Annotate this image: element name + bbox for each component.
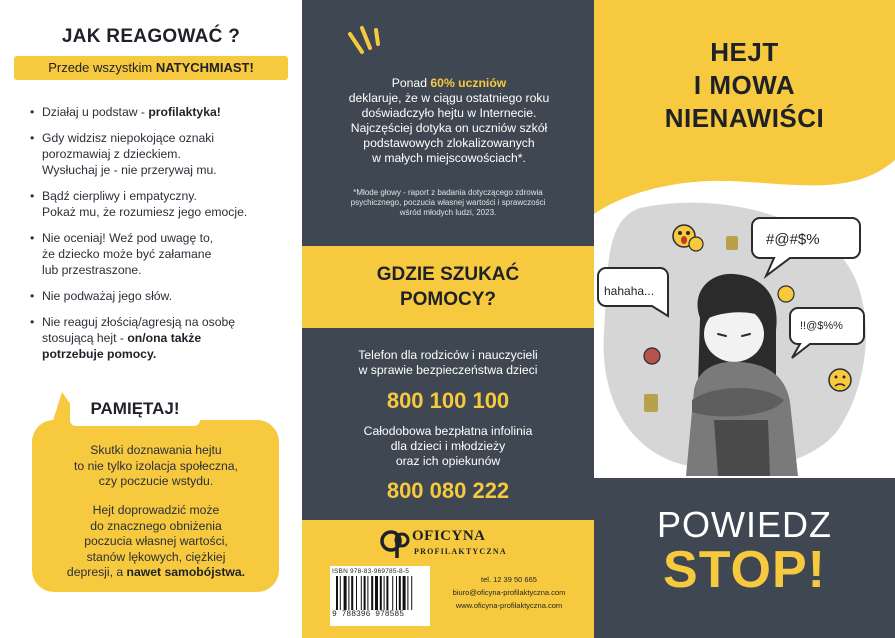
girl-legs — [714, 420, 770, 476]
cover-title — [594, 36, 895, 135]
bubble-swear-top-text: #@#$% — [766, 231, 820, 248]
contact-email[interactable]: biuro@oficyna-profilaktyczna.com — [452, 588, 566, 597]
stop-heading: STOP! — [663, 541, 826, 599]
advice-text: Nie reaguj złością/agresją na osobę — [42, 315, 236, 329]
advice-text: Nie oceniaj! Weź pod uwagę to, — [42, 231, 214, 245]
advice-text: lub przestraszone. — [42, 263, 142, 277]
phone1-number[interactable]: 800 100 100 — [386, 388, 510, 413]
text-line: wśród młodych ludzi, 2023. — [399, 208, 497, 217]
statistic-text — [318, 76, 580, 166]
list-item — [30, 314, 288, 362]
isbn-text: ISBN 978-83-969785-8-5 — [332, 568, 410, 575]
text-line: Najczęściej dotyka on uczniów szkół — [350, 121, 548, 135]
text-line: Całodobowa bezpłatna infolinia — [363, 424, 533, 438]
contact-phone[interactable]: tel. 12 39 50 665 — [481, 575, 537, 584]
publisher-name: OFICYNA — [412, 528, 486, 544]
say-heading: POWIEDZ — [657, 504, 832, 545]
right-panel — [594, 0, 895, 638]
advice-text: Działaj u podstaw - — [42, 105, 149, 119]
sad-emoji-icon — [829, 369, 851, 391]
advice-text: Wysłuchaj je - nie przerywaj mu. — [42, 163, 217, 177]
phone2-description — [318, 424, 578, 469]
text-line: oraz ich opiekunów — [395, 454, 501, 468]
text-line: NIENAWIŚCI — [664, 103, 825, 133]
text-line: POMOCY? — [399, 289, 497, 310]
text-line: psychicznego, poczucia własnej wartości i sprawczości — [350, 198, 546, 207]
where-to-get-help-heading — [302, 262, 594, 312]
advice-text: że dziecko może być załamane — [42, 247, 212, 261]
list-item — [30, 288, 288, 304]
bubble-swear-right-text: !!@$%% — [800, 320, 843, 332]
remember-heading: PAMIĘTAJ! — [70, 392, 200, 426]
list-item — [30, 230, 288, 278]
left-panel — [0, 0, 302, 638]
source-note — [328, 188, 568, 218]
immediately-banner — [14, 56, 288, 80]
text-line: depresji, a — [66, 565, 127, 579]
advice-emphasis: on/ona także — [127, 331, 202, 345]
text-emphasis: nawet samobójstwa. — [126, 565, 246, 579]
publisher-subtitle: PROFILAKTYCZNA — [414, 547, 507, 556]
text-line: deklaruje, że w ciągu ostatniego roku — [348, 91, 550, 105]
advice-emphasis: potrzebuje pomocy. — [42, 347, 157, 361]
advice-text: Bądź cierpliwy i empatyczny. — [42, 189, 197, 203]
barcode-icon — [336, 576, 428, 610]
phone2-number[interactable]: 800 080 222 — [386, 478, 510, 503]
stat-prefix: Ponad — [391, 76, 431, 90]
dizzy-emoji-icon — [689, 237, 703, 251]
text-line: doświadczyło hejtu w Internecie. — [361, 106, 537, 120]
advice-text: porozmawiaj z dzieckiem. — [42, 147, 181, 161]
advice-text: Gdy widzisz niepokojące oznaki — [42, 131, 215, 145]
advice-text: stosującą hejt - — [42, 331, 128, 345]
text-line: HEJT — [710, 37, 779, 67]
text-line: I MOWA — [693, 70, 796, 100]
text-line: czy poczucie wstydu. — [98, 474, 214, 488]
worried-emoji-icon — [778, 286, 794, 302]
advice-text: Pokaż mu, że rozumiesz jego emocje. — [42, 205, 248, 219]
text-line: do znacznego obniżenia — [90, 518, 222, 533]
publisher-logo-icon — [378, 526, 412, 560]
list-item — [30, 130, 288, 178]
accent-lines-icon — [346, 24, 386, 68]
banner-emphasis: NATYCHMIAST! — [155, 60, 254, 75]
list-item — [30, 188, 288, 220]
thumbs-down-icon — [726, 236, 738, 250]
contact-website[interactable]: www.oficyna-profilaktyczna.com — [455, 601, 563, 610]
text-line: w sprawie bezpieczeństwa dzieci — [358, 363, 538, 377]
barcode-number: 9 788396 978585 — [332, 610, 405, 619]
angry-emoji-icon — [644, 348, 660, 364]
text-line: dla dzieci i młodzieży — [390, 439, 506, 453]
text-line: poczucia własnej wartości, — [84, 534, 228, 548]
text-line: Skutki doznawania hejtu — [90, 443, 222, 457]
text-line: podstawowych zlokalizowanych — [363, 136, 535, 150]
advice-emphasis: profilaktyka! — [148, 105, 221, 119]
middle-panel — [302, 0, 594, 638]
advice-list — [30, 104, 288, 372]
remember-paragraph-1 — [50, 443, 262, 490]
remember-paragraph-2 — [50, 503, 262, 581]
advice-text: Nie podważaj jego słów. — [42, 289, 173, 303]
text-line: GDZIE SZUKAĆ — [376, 264, 520, 285]
how-to-react-heading: JAK REAGOWAĆ ? — [61, 26, 241, 47]
text-line: Hejt doprowadzić może — [92, 503, 220, 517]
text-line: stanów lękowych, ciężkiej — [86, 549, 226, 564]
list-item — [30, 104, 288, 120]
banner-prefix: Przede wszystkim — [48, 60, 156, 75]
thumbs-down-icon — [644, 394, 658, 412]
stat-highlight: 60% uczniów — [430, 76, 507, 90]
text-line: Telefon dla rodziców i nauczycieli — [358, 348, 538, 362]
bubble-laugh-text: hahaha... — [604, 284, 655, 298]
text-line: w małych miejscowościach*. — [372, 151, 526, 165]
text-line: *Młode głowy - raport z badania dotyczącego zdrowia — [353, 188, 543, 197]
phone1-description — [318, 348, 578, 378]
text-line: to nie tylko izolacja społeczna, — [74, 458, 238, 473]
